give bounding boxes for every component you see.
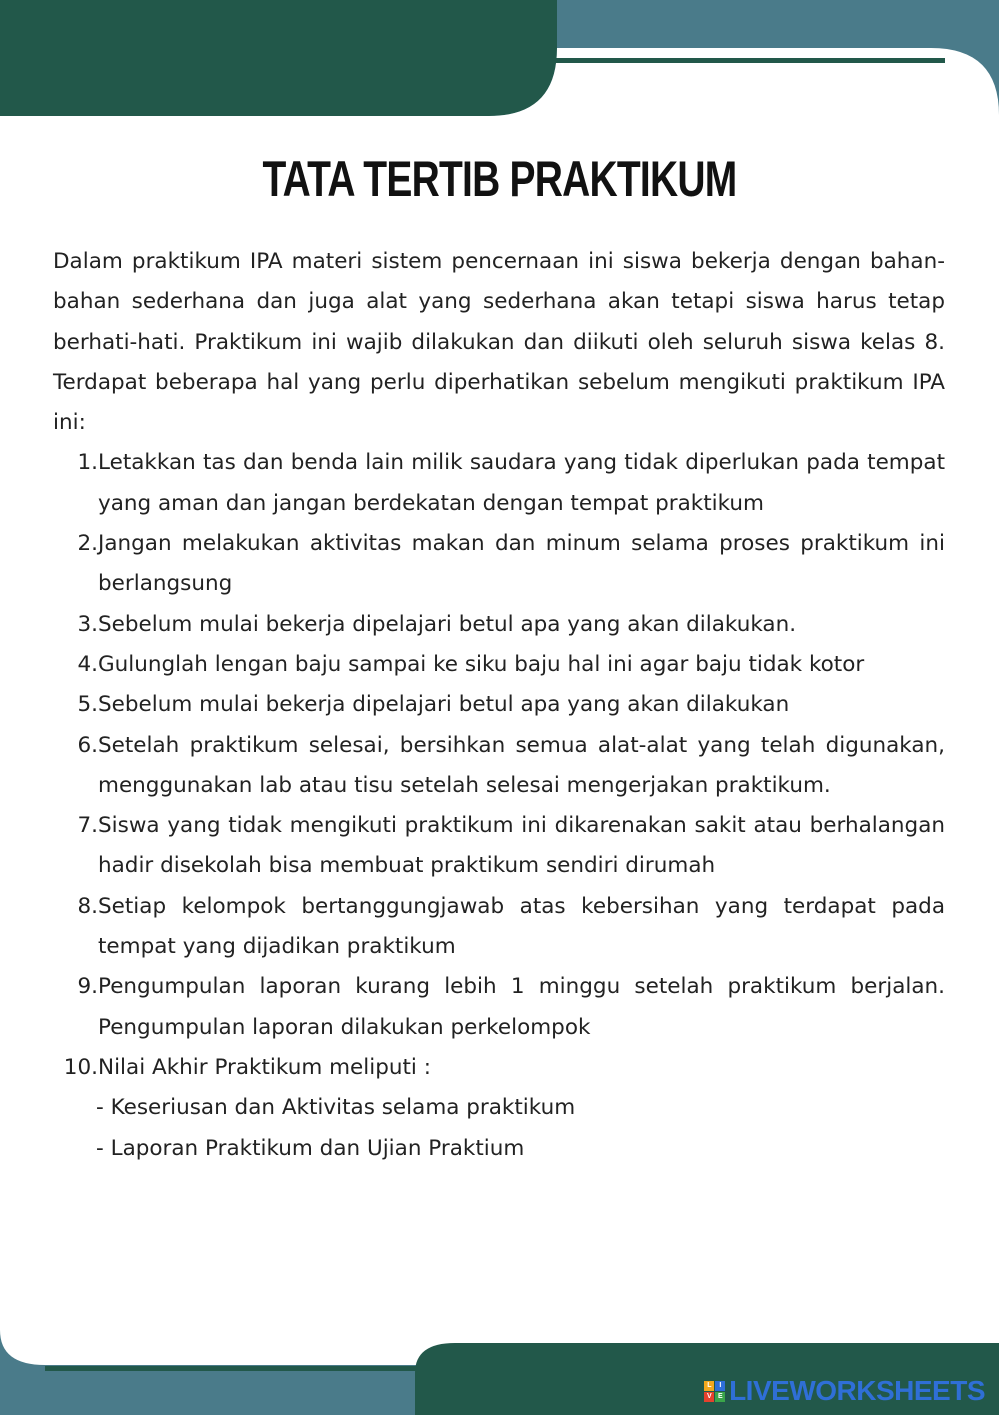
sub-item: - Keseriusan dan Aktivitas selama praktikum: [96, 1095, 576, 1121]
rule-number: 1.: [77, 450, 98, 476]
rule-text: Gulunglah lengan baju sampai ke siku baju hal ini agar baju tidak kotor: [98, 651, 865, 677]
rule-number: 8.: [77, 893, 98, 919]
rule-text: Nilai Akhir Praktikum meliputi :: [98, 1054, 431, 1080]
rule-text: Setelah praktikum selesai, bersihkan semua alat-alat yang telah digunakan, menggunakan lab atau tisu setelah selesai mengerjakan praktikum.: [98, 732, 945, 798]
rule-text: Pengumpulan laporan kurang lebih 1 minggu setelah praktikum berjalan. Pengumpulan laporan dilakukan perkelompok: [98, 974, 945, 1040]
document-body: [53, 242, 945, 1169]
rule-number: 2.: [77, 531, 98, 557]
rule-item: [53, 726, 945, 807]
rule-text: Letakkan tas dan benda lain milik saudara yang tidak diperlukan pada tempat yang aman dan jangan berdekatan dengan tempat praktikum: [98, 450, 945, 516]
rule-text: Jangan melakukan aktivitas makan dan minum selama proses praktikum ini berlangsung: [98, 531, 945, 597]
rule-text: Sebelum mulai bekerja dipelajari betul apa yang akan dilakukan.: [98, 611, 797, 637]
rule-item: [53, 806, 945, 887]
rules-list: [53, 443, 945, 1088]
rule-number: 3.: [77, 611, 98, 637]
liveworksheets-watermark: [704, 1375, 985, 1407]
rule-number: 9.: [77, 974, 98, 1000]
rule-number: 4.: [77, 651, 98, 677]
liveworksheets-logo-icon: [704, 1381, 725, 1402]
rule-text: Siswa yang tidak mengikuti praktikum ini dikarenakan sakit atau berhalangan hadir disekolah bisa membuat praktikum sendiri dirumah: [98, 813, 945, 879]
rule-item: [53, 887, 945, 968]
logo-tile: E: [715, 1392, 725, 1402]
watermark-text: LIVEWORKSHEETS: [729, 1375, 985, 1406]
rule-number: 5.: [77, 692, 98, 718]
logo-tile: V: [704, 1392, 714, 1402]
rule-text: Sebelum mulai bekerja dipelajari betul apa yang akan dilakukan: [98, 692, 790, 718]
sub-item: - Laporan Praktikum dan Ujian Praktium: [96, 1135, 525, 1161]
page-title: TATA TERTIB PRAKTIKUM: [262, 151, 737, 207]
rule-item: [53, 524, 945, 605]
rule-item: [53, 605, 945, 645]
intro-paragraph: Dalam praktikum IPA materi sistem pencernaan ini siswa bekerja dengan bahan-bahan sederhana dan juga alat yang sederhana akan tetapi siswa harus tetap berhati-hati. Praktikum ini wajib dilakukan dan diikuti oleh seluruh siswa kelas 8. Terdapat beberapa hal yang perlu diperhatikan sebelum mengikuti praktikum IPA ini:: [53, 249, 945, 436]
rule-item: [53, 645, 945, 685]
rule-item: [53, 685, 945, 725]
rule-item: [53, 443, 945, 524]
top-decoration: [0, 0, 999, 130]
rule-item: [53, 1048, 945, 1088]
rule-number: 10.: [63, 1054, 98, 1080]
logo-tile: I: [715, 1381, 725, 1391]
rule-number: 6.: [77, 732, 98, 758]
rule-text: Setiap kelompok bertanggungjawab atas kebersihan yang terdapat pada tempat yang dijadikan praktikum: [98, 893, 945, 960]
rule-number: 7.: [77, 813, 98, 839]
logo-tile: L: [704, 1381, 714, 1391]
rule-item: [53, 967, 945, 1048]
